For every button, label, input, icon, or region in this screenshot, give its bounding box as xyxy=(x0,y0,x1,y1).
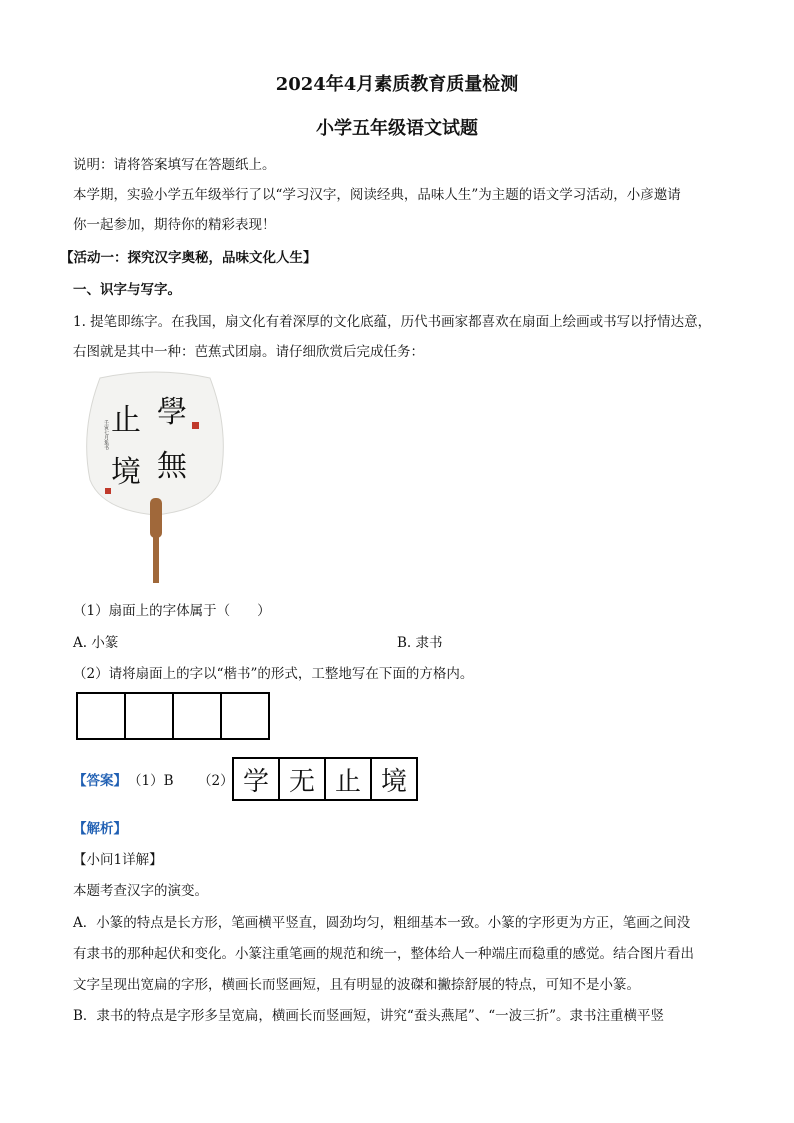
fan-char-3: 無 xyxy=(157,449,187,484)
fan-image xyxy=(80,370,230,585)
analysis-label: 【解析】 xyxy=(73,821,127,837)
answer-part1: （1）B xyxy=(128,773,174,789)
activity-heading: 【活动一：探究汉字奥秘，品味文化人生】 xyxy=(60,250,317,266)
question1-part1: （1）扇面上的字体属于（ ） xyxy=(73,603,271,619)
option-b: B. 隶书 xyxy=(397,635,443,651)
fan-char-2: 止 xyxy=(111,403,141,438)
fan-handle-top xyxy=(150,498,162,538)
analysis-line2: A．小篆的特点是长方形，笔画横平竖直，圆劲均匀，粗细基本一致。小篆的字形更为方正，笔画之间没 xyxy=(73,915,691,931)
analysis-line1: 本题考查汉字的演变。 xyxy=(73,883,208,899)
question1-line1: 1. 提笔即练字。在我国，扇文化有着深厚的文化底蕴，历代书画家都喜欢在扇面上绘画或书写以抒情达意， xyxy=(73,314,712,330)
exam-subtitle: 小学五年级语文试题 xyxy=(316,118,478,139)
analysis-line4: 文字呈现出宽扁的字形，横画长而竖画短，且有明显的波磔和撇捺舒展的特点，可知不是小篆。 xyxy=(73,977,640,993)
question1-part2: （2）请将扇面上的字以“楷书”的形式，工整地写在下面的方格内。 xyxy=(73,666,474,682)
answer-char: 无 xyxy=(280,759,326,799)
exam-title: 2024年4月素质教育质量检测 xyxy=(275,74,519,95)
section-heading: 一、识字与写字。 xyxy=(73,282,181,298)
option-a: A. 小篆 xyxy=(73,635,119,651)
answer-grid xyxy=(232,757,418,801)
answer-char: 境 xyxy=(380,766,407,797)
answer-label: 【答案】 xyxy=(73,773,127,789)
question1-line2: 右图就是其中一种：芭蕉式团扇。请仔细欣赏后完成任务： xyxy=(73,344,424,360)
fan-char-1: 學 xyxy=(157,395,187,430)
empty-answer-grid xyxy=(76,692,270,740)
instruction-note: 说明：请将答案填写在答题纸上。 xyxy=(73,157,276,173)
seal-stamp-icon xyxy=(105,488,111,494)
fan-handle xyxy=(153,535,159,583)
analysis-line3: 有隶书的那种起伏和变化。小篆注重笔画的规范和统一，整体给人一种端庄而稳重的感觉。结合图片看出 xyxy=(73,946,694,962)
intro-paragraph-line1: 本学期，实验小学五年级举行了以“学习汉字，阅读经典，品味人生”为主题的语文学习活动，小彦邀请 xyxy=(73,187,681,203)
grid-cell[interactable] xyxy=(126,694,174,738)
fan-inscription: 壬寅七月集书 xyxy=(103,420,109,450)
intro-paragraph-line2: 你一起参加，期待你的精彩表现！ xyxy=(73,217,276,233)
seal-stamp-icon xyxy=(192,422,199,429)
grid-cell[interactable] xyxy=(222,694,268,738)
analysis-line5: B．隶书的特点是字形多呈宽扁，横画长而竖画短，讲究“蚕头燕尾”、“一波三折”。隶书注重横平竖 xyxy=(73,1008,665,1024)
grid-cell[interactable] xyxy=(78,694,126,738)
answer-char: 学 xyxy=(234,759,280,799)
answer-char: 止 xyxy=(326,759,372,799)
answer-part2-label: （2） xyxy=(198,773,234,789)
grid-cell[interactable] xyxy=(174,694,222,738)
analysis-sub-label: 【小问1详解】 xyxy=(73,852,163,868)
fan-char-4: 境 xyxy=(111,455,141,490)
